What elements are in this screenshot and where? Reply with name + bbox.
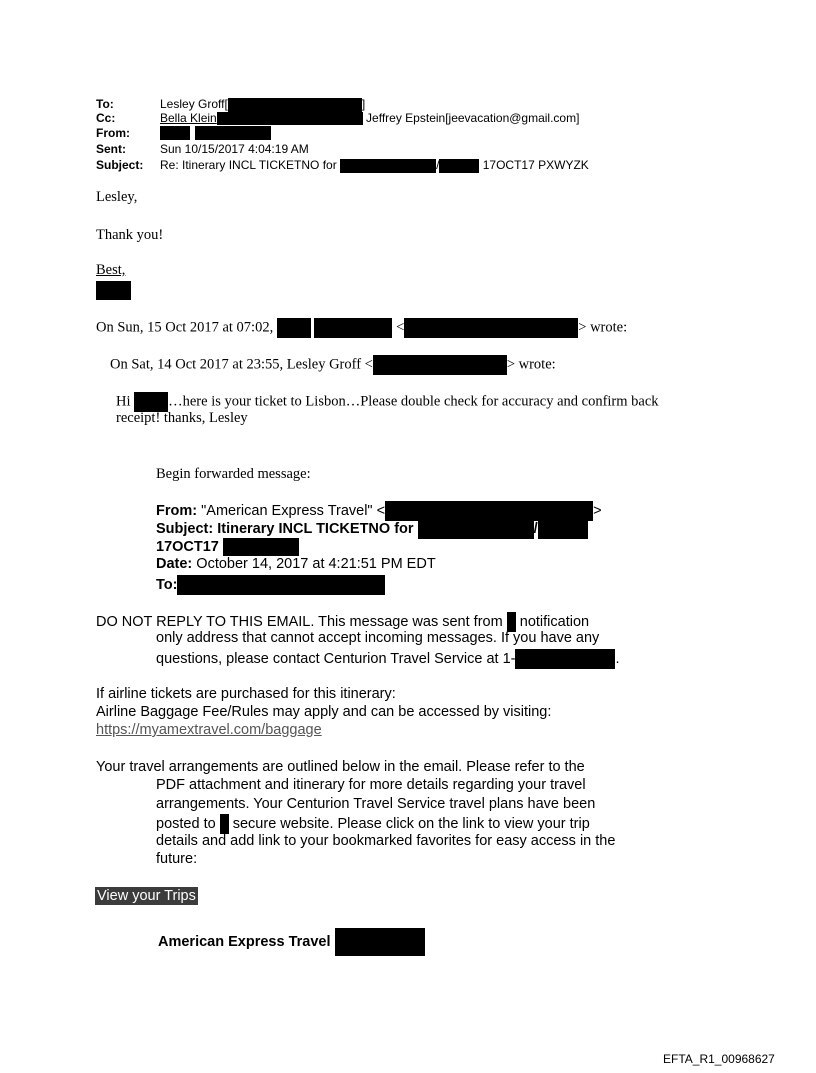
sent-value: Sun 10/15/2017 4:04:19 AM — [160, 142, 309, 156]
to-label: To: — [96, 97, 114, 111]
subject-value: Re: Itinerary INCL TICKETNO for / 17OCT17 PXWYZK — [160, 158, 589, 173]
redaction — [507, 612, 516, 632]
fwd-from: From: "American Express Travel" < > — [156, 501, 602, 521]
greeting: Lesley, — [96, 189, 138, 205]
subject-label: Subject: — [96, 158, 144, 172]
arrangements-line-4: posted to secure website. Please click on the link to view your trip — [156, 814, 590, 834]
arrangements-line-5: details and add link to your bookmarked favorites for easy access in the — [156, 833, 616, 849]
redaction — [538, 519, 588, 539]
fwd-to: To: — [156, 575, 385, 595]
quote-header-2: On Sat, 14 Oct 2017 at 23:55, Lesley Groff < > wrote: — [110, 355, 556, 375]
fwd-subject-line-2: 17OCT17 — [156, 538, 299, 556]
redaction — [314, 318, 392, 338]
redaction — [418, 519, 534, 539]
redaction — [195, 126, 271, 140]
arrangements-line-1: Your travel arrangements are outlined below in the email. Please refer to the — [96, 759, 585, 775]
redaction — [385, 501, 593, 521]
signoff: Best, — [96, 262, 126, 278]
view-trips-button[interactable]: View your Trips — [97, 888, 196, 904]
cc-label: Cc: — [96, 111, 116, 125]
baggage-link[interactable]: https://myamextravel.com/baggage — [96, 722, 322, 738]
redaction — [335, 928, 425, 956]
thanks-text: Thank you! — [96, 227, 164, 243]
baggage-line-1: If airline tickets are purchased for this itinerary: — [96, 686, 396, 702]
from-label: From: — [96, 126, 130, 140]
amex-signature: American Express Travel — [158, 928, 425, 956]
redaction — [160, 126, 190, 140]
forward-begin: Begin forwarded message: — [156, 466, 311, 482]
arrangements-line-3: arrangements. Your Centurion Travel Service travel plans have been — [156, 796, 596, 812]
redaction — [340, 159, 436, 173]
redaction — [404, 318, 578, 338]
quote-header-1: On Sun, 15 Oct 2017 at 07:02, < > wrote: — [96, 318, 627, 338]
notice-line-3: questions, please contact Centurion Travel Service at 1- . — [156, 649, 620, 669]
document-id: EFTA_R1_00968627 — [663, 1052, 775, 1066]
quote-body-line-1: Hi …here is your ticket to Lisbon…Please double check for accuracy and confirm back — [116, 392, 659, 412]
redaction — [228, 98, 362, 112]
redaction — [177, 575, 385, 595]
baggage-line-2: Airline Baggage Fee/Rules may apply and can be accessed by visiting: — [96, 704, 552, 720]
to-value: Lesley Groff[ ] — [160, 97, 366, 112]
redaction — [277, 318, 311, 338]
redaction — [515, 649, 615, 669]
notice-line-1: DO NOT REPLY TO THIS EMAIL. This message was sent from notification — [96, 612, 589, 632]
quote-body-line-2: receipt! thanks, Lesley — [116, 410, 248, 426]
notice-line-2: only address that cannot accept incoming messages. If you have any — [156, 630, 600, 646]
redaction — [134, 392, 168, 412]
cc-value: Bella Klein Jeffrey Epstein[jeevacation@gmail.com] — [160, 111, 580, 125]
redaction — [220, 814, 229, 834]
sent-label: Sent: — [96, 142, 126, 156]
fwd-date: Date: October 14, 2017 at 4:21:51 PM EDT — [156, 556, 436, 572]
signature-redaction — [96, 281, 131, 300]
redaction — [373, 355, 507, 375]
arrangements-line-6: future: — [156, 851, 198, 867]
redaction — [217, 112, 363, 125]
redaction — [439, 159, 479, 173]
arrangements-line-2: PDF attachment and itinerary for more details regarding your travel — [156, 777, 586, 793]
fwd-subject: Subject: Itinerary INCL TICKETNO for / — [156, 519, 588, 539]
redaction — [223, 538, 299, 556]
